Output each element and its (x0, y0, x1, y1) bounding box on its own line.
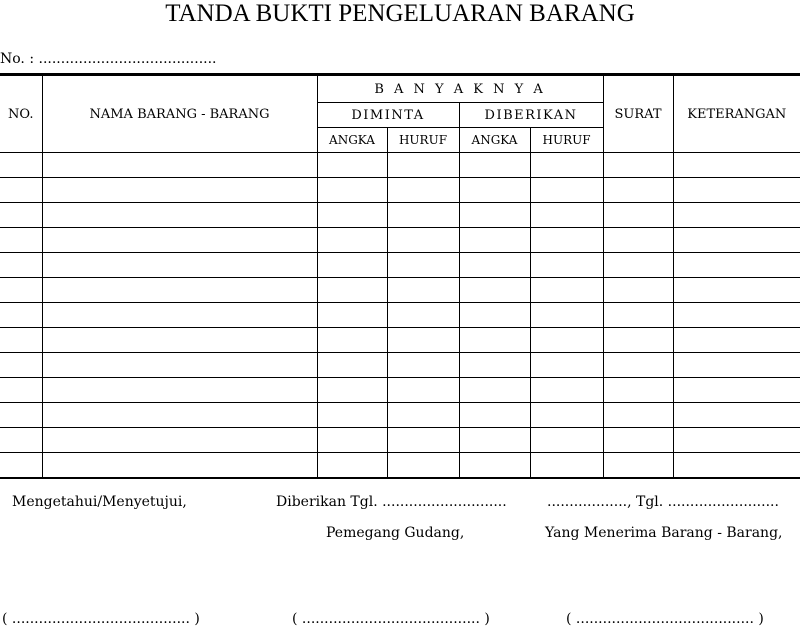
table-row (0, 453, 800, 479)
header-diminta: DIMINTA (317, 103, 459, 128)
table-row (0, 153, 800, 178)
cell-no[interactable] (0, 278, 42, 303)
cell-diberikan-angka[interactable] (459, 178, 530, 203)
table-row (0, 428, 800, 453)
cell-diberikan-huruf[interactable] (530, 353, 603, 378)
cell-surat[interactable] (603, 278, 673, 303)
cell-diminta-angka[interactable] (317, 378, 387, 403)
cell-diminta-huruf[interactable] (387, 403, 459, 428)
cell-keterangan[interactable] (673, 428, 800, 453)
cell-nama-barang[interactable] (42, 178, 317, 203)
cell-diminta-huruf[interactable] (387, 228, 459, 253)
cell-diminta-huruf[interactable] (387, 153, 459, 178)
cell-nama-barang[interactable] (42, 328, 317, 353)
cell-diminta-huruf[interactable] (387, 428, 459, 453)
header-diberikan: DIBERIKAN (459, 103, 603, 128)
cell-no[interactable] (0, 228, 42, 253)
cell-nama-barang[interactable] (42, 253, 317, 278)
cell-no[interactable] (0, 328, 42, 353)
table-row (0, 203, 800, 228)
cell-diberikan-angka[interactable] (459, 203, 530, 228)
cell-diberikan-angka[interactable] (459, 153, 530, 178)
cell-no[interactable] (0, 453, 42, 479)
cell-diminta-huruf[interactable] (387, 253, 459, 278)
cell-keterangan[interactable] (673, 353, 800, 378)
cell-diminta-angka[interactable] (317, 328, 387, 353)
table-row (0, 353, 800, 378)
cell-diminta-huruf[interactable] (387, 178, 459, 203)
cell-diberikan-huruf[interactable] (530, 403, 603, 428)
cell-diberikan-angka[interactable] (459, 228, 530, 253)
cell-keterangan[interactable] (673, 328, 800, 353)
cell-diberikan-huruf[interactable] (530, 278, 603, 303)
cell-diminta-angka[interactable] (317, 203, 387, 228)
cell-surat[interactable] (603, 353, 673, 378)
header-nama-barang: NAMA BARANG - BARANG (42, 75, 317, 153)
header-diberikan-angka: ANGKA (459, 128, 530, 153)
cell-diminta-huruf[interactable] (387, 278, 459, 303)
cell-surat[interactable] (603, 378, 673, 403)
cell-nama-barang[interactable] (42, 353, 317, 378)
cell-diminta-angka[interactable] (317, 278, 387, 303)
cell-keterangan[interactable] (673, 278, 800, 303)
cell-diberikan-angka[interactable] (459, 453, 530, 479)
goods-issue-table (0, 73, 800, 479)
header-diminta-angka: ANGKA (317, 128, 387, 153)
form-title: TANDA BUKTI PENGELUARAN BARANG (165, 0, 635, 27)
diberikan-tgl-label: Diberikan Tgl. ............................ (276, 494, 507, 510)
cell-diberikan-angka[interactable] (459, 303, 530, 328)
cell-keterangan[interactable] (673, 178, 800, 203)
cell-no[interactable] (0, 378, 42, 403)
cell-no[interactable] (0, 303, 42, 328)
cell-keterangan[interactable] (673, 203, 800, 228)
signature-line-middle: ( ........................................ ) (292, 611, 490, 627)
table-row (0, 178, 800, 203)
cell-diminta-huruf[interactable] (387, 328, 459, 353)
cell-keterangan[interactable] (673, 303, 800, 328)
cell-surat[interactable] (603, 328, 673, 353)
cell-nama-barang[interactable] (42, 278, 317, 303)
cell-diberikan-huruf[interactable] (530, 178, 603, 203)
cell-diberikan-huruf[interactable] (530, 328, 603, 353)
cell-keterangan[interactable] (673, 378, 800, 403)
place-date-label: .................., Tgl. ......................... (547, 494, 779, 510)
cell-diberikan-huruf[interactable] (530, 428, 603, 453)
pemegang-gudang-label: Pemegang Gudang, (326, 525, 465, 541)
cell-nama-barang[interactable] (42, 428, 317, 453)
header-diminta-huruf: HURUF (387, 128, 459, 153)
cell-no[interactable] (0, 353, 42, 378)
cell-no[interactable] (0, 403, 42, 428)
cell-surat[interactable] (603, 303, 673, 328)
cell-diberikan-huruf[interactable] (530, 453, 603, 479)
cell-surat[interactable] (603, 453, 673, 479)
cell-diminta-angka[interactable] (317, 228, 387, 253)
cell-diminta-angka[interactable] (317, 403, 387, 428)
cell-diberikan-huruf[interactable] (530, 303, 603, 328)
cell-nama-barang[interactable] (42, 303, 317, 328)
cell-diberikan-huruf[interactable] (530, 203, 603, 228)
table-row (0, 228, 800, 253)
cell-keterangan[interactable] (673, 403, 800, 428)
cell-diberikan-huruf[interactable] (530, 378, 603, 403)
cell-nama-barang[interactable] (42, 378, 317, 403)
cell-nama-barang[interactable] (42, 203, 317, 228)
cell-nama-barang[interactable] (42, 403, 317, 428)
cell-surat[interactable] (603, 203, 673, 228)
cell-surat[interactable] (603, 178, 673, 203)
cell-diberikan-angka[interactable] (459, 278, 530, 303)
cell-diminta-angka[interactable] (317, 428, 387, 453)
signature-line-left: ( ........................................ ) (2, 611, 200, 627)
table-row (0, 328, 800, 353)
header-keterangan: KETERANGAN (673, 75, 800, 153)
mengetahui-label: Mengetahui/Menyetujui, (12, 494, 187, 510)
cell-nama-barang[interactable] (42, 153, 317, 178)
cell-keterangan[interactable] (673, 253, 800, 278)
cell-no[interactable] (0, 178, 42, 203)
cell-keterangan[interactable] (673, 153, 800, 178)
cell-diminta-angka[interactable] (317, 253, 387, 278)
cell-diminta-angka[interactable] (317, 303, 387, 328)
cell-diberikan-angka[interactable] (459, 253, 530, 278)
table-row (0, 303, 800, 328)
signature-line-right: ( ........................................ ) (566, 611, 764, 627)
table-body (0, 153, 800, 479)
cell-diminta-huruf[interactable] (387, 303, 459, 328)
cell-diberikan-huruf[interactable] (530, 253, 603, 278)
cell-diminta-angka[interactable] (317, 353, 387, 378)
cell-surat[interactable] (603, 253, 673, 278)
cell-diminta-angka[interactable] (317, 178, 387, 203)
cell-diminta-angka[interactable] (317, 153, 387, 178)
header-surat: SURAT (603, 75, 673, 153)
cell-diberikan-angka[interactable] (459, 428, 530, 453)
header-banyaknya: B A N Y A K N Y A (317, 75, 603, 103)
table-row (0, 403, 800, 428)
header-row-1 (0, 75, 800, 103)
table-row (0, 278, 800, 303)
document-number: No. : ........................................ (0, 51, 217, 67)
penerima-label: Yang Menerima Barang - Barang, (545, 525, 783, 541)
cell-diberikan-angka[interactable] (459, 353, 530, 378)
cell-diminta-huruf[interactable] (387, 203, 459, 228)
cell-diberikan-huruf[interactable] (530, 228, 603, 253)
table-row (0, 253, 800, 278)
cell-diberikan-angka[interactable] (459, 403, 530, 428)
cell-surat[interactable] (603, 428, 673, 453)
cell-keterangan[interactable] (673, 453, 800, 479)
cell-no[interactable] (0, 253, 42, 278)
cell-diminta-angka[interactable] (317, 453, 387, 479)
cell-no[interactable] (0, 428, 42, 453)
cell-nama-barang[interactable] (42, 228, 317, 253)
header-diberikan-huruf: HURUF (530, 128, 603, 153)
cell-keterangan[interactable] (673, 228, 800, 253)
table-row (0, 378, 800, 403)
cell-diminta-huruf[interactable] (387, 378, 459, 403)
header-no: NO. (0, 75, 42, 153)
cell-surat[interactable] (603, 153, 673, 178)
cell-diberikan-angka[interactable] (459, 328, 530, 353)
cell-diminta-huruf[interactable] (387, 453, 459, 479)
cell-diberikan-huruf[interactable] (530, 153, 603, 178)
cell-diberikan-angka[interactable] (459, 378, 530, 403)
cell-surat[interactable] (603, 403, 673, 428)
cell-diminta-huruf[interactable] (387, 353, 459, 378)
cell-no[interactable] (0, 203, 42, 228)
cell-surat[interactable] (603, 228, 673, 253)
cell-no[interactable] (0, 153, 42, 178)
cell-nama-barang[interactable] (42, 453, 317, 479)
